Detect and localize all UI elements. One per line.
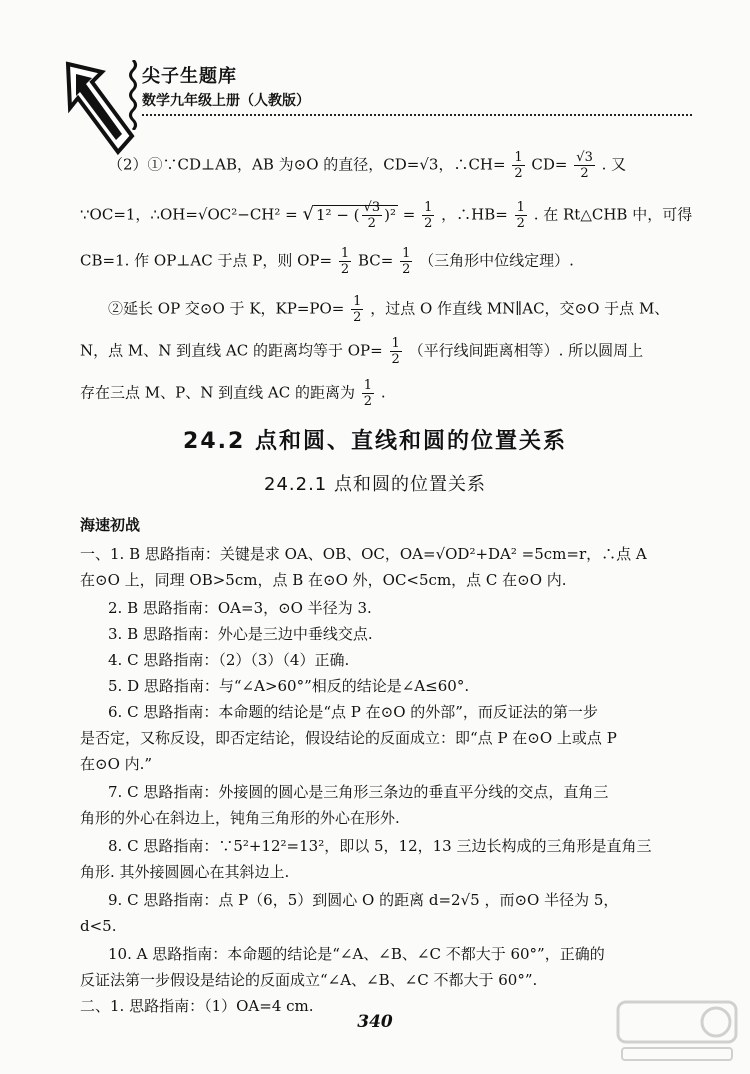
answer-line: 3. B 思路指南：外心是三边中垂线交点.: [108, 625, 373, 643]
fraction-sqrt3-over-2: $\frac{√3}{2}$: [576, 150, 593, 181]
answer-line: 角形. 其外接圆圆心在其斜边上.: [80, 863, 290, 881]
answer-line: 一、1. B 思路指南：关键是求 OA、OB、OC，OA=√OD²+DA² =5cm=r，∴点 A: [80, 545, 647, 563]
section-title: 24.2 点和圆、直线和圆的位置关系: [183, 429, 567, 454]
watermark-logo-icon: [612, 996, 742, 1066]
solution-line-6: 存在三点 M、P、N 到直线 AC 的距离为 $\frac{1}{2}$ .: [80, 378, 386, 409]
answer-line: 9. C 思路指南：点 P（6，5）到圆心 O 的距离 d=2√5 ，而⊙O 半径为 5，: [108, 891, 619, 909]
solution-line-1: （2）①∵CD⊥AB，AB 为⊙O 的直径，CD=√3，∴CH= $\frac{1}{2}$ CD= $\frac{√3}{2}$ . 又: [108, 150, 627, 181]
answer-line: 是否定，又称反设，即否定结论，假设结论的反面成立：即“点 P 在⊙O 上或点 P: [80, 729, 617, 747]
solution-line-4: ②延长 OP 交⊙O 于 K，KP=PO= $\frac{1}{2}$ ，过点 O 作直线 MN∥AC，交⊙O 于点 M、: [108, 294, 670, 325]
answer-line: d<5.: [80, 917, 117, 935]
answer-line: 在⊙O 上，同理 OB>5cm，点 B 在⊙O 外，OC<5cm，点 C 在⊙O 内.: [80, 571, 567, 589]
answer-line: 2. B 思路指南：OA=3，⊙O 半径为 3.: [108, 599, 372, 617]
page-number: 340: [357, 1012, 393, 1032]
answer-line: 8. C 思路指南：∵5²+12²=13²，即以 5，12，13 三边长构成的三角形是直角三: [108, 837, 652, 855]
solution-line-2: ∵OC=1，∴OH=√OC²−CH² = √ 1² − ( $\frac{√3}{2}$ )² = $\frac{1}{2}$ ，∴HB= $\frac{1}{2}$ . 在 Rt△CHB 中，可得: [80, 200, 693, 231]
answer-line: 4. C 思路指南：（2）（3）（4）正确.: [108, 651, 350, 669]
solution-line-3: CB=1. 作 OP⊥AC 于点 P，则 OP= $\frac{1}{2}$ BC= $\frac{1}{2}$ （三角形中位线定理）.: [80, 246, 574, 277]
answer-line: 10. A 思路指南：本命题的结论是“∠A、∠B、∠C 不都大于 60°”，正确的: [108, 945, 605, 963]
answer-line: 反证法第一步假设是结论的反面成立“∠A、∠B、∠C 不都大于 60°”.: [80, 971, 538, 989]
answer-line: 5. D 思路指南：与“∠A>60°”相反的结论是∠A≤60°.: [108, 677, 470, 695]
book-subtitle: 数学九年级上册（人教版）: [142, 93, 310, 109]
fraction-half: $\frac{1}{2}$: [514, 150, 523, 181]
answer-line: 角形的外心在斜边上，钝角三角形的外心在形外.: [80, 809, 400, 827]
answer-line: 二、1. 思路指南：（1）OA=4 cm.: [80, 997, 314, 1015]
answer-line: 7. C 思路指南：外接圆的圆心是三角形三条边的垂直平分线的交点，直角三: [108, 783, 609, 801]
wavy-divider-icon: [126, 60, 140, 130]
subsection-title: 24.2.1 点和圆的位置关系: [264, 474, 486, 495]
arrow-logo-icon: [62, 58, 136, 158]
answer-line: 6. C 思路指南：本命题的结论是“点 P 在⊙O 的外部”，而反证法的第一步: [108, 703, 598, 721]
exercise-label: 海速初战: [80, 516, 141, 534]
book-title: 尖子生题库: [142, 66, 237, 87]
answer-line: 在⊙O 内.”: [80, 755, 153, 773]
solution-line-5: N，点 M、N 到直线 AC 的距离均等于 OP= $\frac{1}{2}$ （平行线间距离相等）. 所以圆周上: [80, 336, 644, 367]
header-rule: [142, 114, 692, 116]
